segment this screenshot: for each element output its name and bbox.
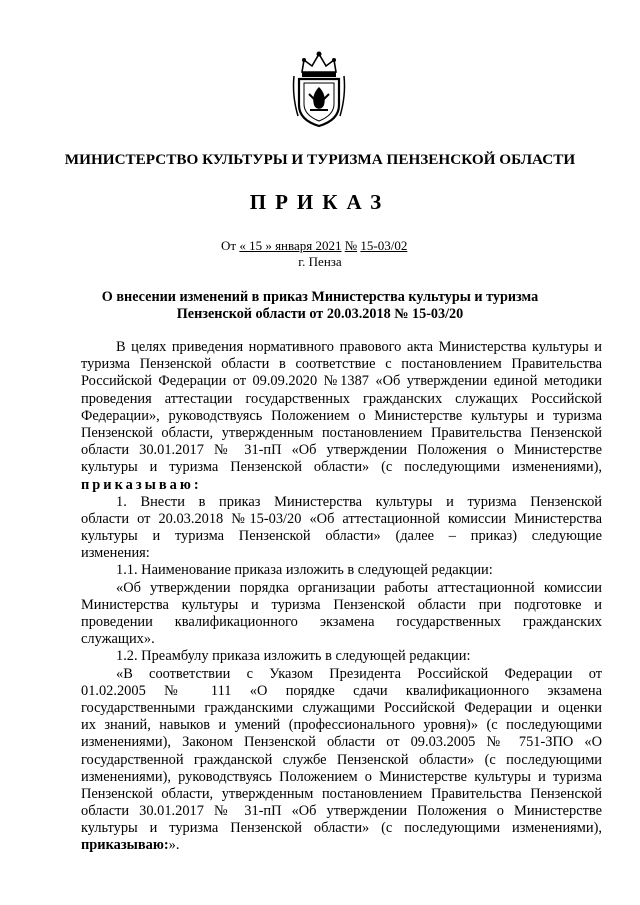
document-type: ПРИКАЗ: [249, 190, 391, 214]
body-line: проведении квалификационного экзамена государственных гражданских: [81, 614, 602, 630]
ministry-name: МИНИСТЕРСТВО КУЛЬТУРЫ И ТУРИЗМА ПЕНЗЕНСКОЙ ОБЛАСТИ: [64, 151, 576, 168]
order-keyword: приказываю:: [81, 476, 202, 493]
order-subject: [90, 289, 550, 323]
body-line: государственными гражданскими служащими Российской Федерации и оценки: [81, 699, 602, 716]
subject-line: Пензенской области от 20.03.2018 № 15-03/20: [176, 306, 464, 322]
body-line: Министерства культуры и туризма Пензенской области при подготовке и: [81, 596, 602, 613]
body-line: государственной гражданской службе Пензенской области» (с последующими: [81, 751, 602, 768]
body-line: области 30.01.2017 № 31-пП «Об утверждении Положения о Министерстве: [81, 803, 602, 820]
body-line: культуры и туризма Пензенской области» (с последующими изменениями),: [81, 820, 602, 837]
body-line: служащих».: [81, 631, 155, 648]
body-line: 1. Внести в приказ Министерства культуры и туризма Пензенской: [116, 493, 602, 510]
number-sign: №: [344, 238, 358, 253]
body-line: «В соответствии с Указом Президента Российской Федерации от: [116, 665, 602, 682]
body-line: изменениями), руководствуясь Положением о Министерстве культуры и туризма: [81, 768, 602, 785]
subject-line: О внесении изменений в приказ Министерства культуры и туризма: [101, 289, 539, 305]
body-line: Пензенской области, утвержденным постановлением Правительства Пензенской: [81, 785, 602, 802]
body-line: В целях приведения нормативного правового акта Министерства культуры и: [116, 339, 602, 355]
body-line: туризма Пензенской области в соответствие с постановлением Правительства: [81, 356, 602, 373]
date-value: « 15 » января 2021: [239, 238, 342, 253]
city: г. Пенза: [298, 254, 342, 269]
body-line: Пензенской области, утвержденным постановлением Правительства Пензенской: [81, 424, 602, 441]
body-line: 1.2. Преамбулу приказа изложить в следующей редакции:: [116, 648, 471, 665]
body-line: Федерации», руководствуясь Положением о Министерстве культуры и туризма: [81, 407, 602, 424]
order-number: 15-03/02: [360, 238, 408, 253]
body-line: 1.1. Наименование приказа изложить в следующей редакции:: [116, 562, 493, 579]
body-line: культуры и туризма Пензенской области» (с последующими изменениями),: [81, 459, 602, 476]
date-line: [221, 238, 407, 254]
body-line: области 30.01.2017 № 31-пП «Об утверждении Положения о Министерстве: [81, 442, 602, 459]
body-line: области от 20.03.2018 №15-03/20 «Об аттестационной комиссии Министерства: [81, 510, 602, 527]
body-line: изменениями), Законом Пензенской области от 09.03.2005 № 751-ЗПО «О: [81, 734, 602, 751]
body-line: их знаний, навыков и умений (профессионального уровня)» (с последующими: [81, 717, 602, 734]
closing-quote: ».: [168, 837, 180, 854]
body-line: изменения:: [81, 545, 150, 562]
order-body: [81, 339, 602, 855]
date-prefix: От: [221, 238, 237, 253]
order-keyword-final: приказываю:: [81, 837, 169, 854]
body-line: культуры и туризма Пензенской области» (далее – приказ) следующие: [81, 528, 602, 545]
body-line: Российской Федерации от 09.09.2020 №1387 «Об утверждении единой методики: [81, 373, 602, 390]
body-line: «Об утверждении порядка организации работы аттестационной комиссии: [116, 579, 602, 596]
final-line: [81, 837, 602, 854]
body-line: 01.02.2005 № 111 «О порядке сдачи квалификационного экзамена: [81, 682, 602, 699]
coat-of-arms-icon: [290, 50, 348, 128]
body-line: проведения аттестации государственных гражданских служащих Российской: [81, 390, 602, 407]
